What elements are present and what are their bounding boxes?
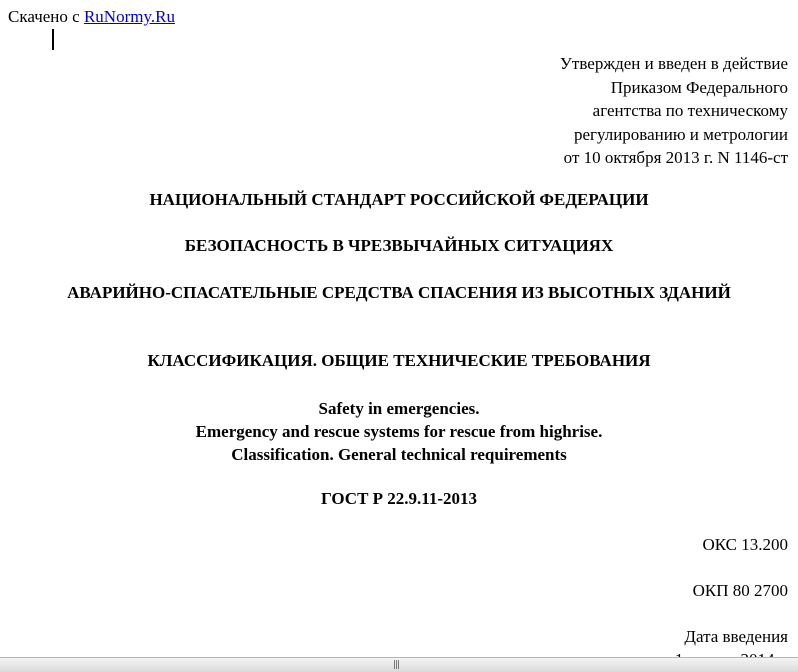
approval-line: агентства по техническому: [592, 101, 788, 120]
english-title-line: Safety in emergencies.: [318, 399, 480, 418]
status-bar: [0, 657, 798, 672]
okp-code: ОКП 80 2700: [692, 581, 788, 600]
means-heading: АВАРИЙНО-СПАСАТЕЛЬНЫЕ СРЕДСТВА СПАСЕНИЯ ИЗ ВЫСОТНЫХ ЗДАНИЙ: [67, 283, 731, 302]
source-link[interactable]: RuNormy.Ru: [83, 7, 175, 26]
safety-heading: БЕЗОПАСНОСТЬ В ЧРЕЗВЫЧАЙНЫХ СИТУАЦИЯХ: [184, 236, 614, 255]
gost-number: ГОСТ Р 22.9.11-2013: [320, 489, 478, 508]
approval-line: Приказом Федерального: [610, 77, 788, 97]
intro-date-label: Дата введения: [684, 627, 788, 646]
national-standard-heading: НАЦИОНАЛЬНЫЙ СТАНДАРТ РОССИЙСКОЙ ФЕДЕРАЦИИ: [149, 190, 649, 209]
approval-line: Утвержден и введен в действие: [559, 54, 788, 73]
text-cursor: [52, 29, 54, 50]
classification-heading: КЛАССИФИКАЦИЯ. ОБЩИЕ ТЕХНИЧЕСКИЕ ТРЕБОВАНИЯ: [147, 351, 651, 370]
approval-line: регулированию и метрологии: [573, 124, 788, 144]
grip-icon[interactable]: |||: [393, 660, 400, 670]
oks-code: ОКС 13.200: [702, 535, 788, 554]
english-title: [0, 397, 798, 466]
approval-block: [560, 52, 788, 170]
english-title-line: Emergency and rescue systems for rescue from highrise.: [195, 422, 603, 441]
english-title-line: Classification. General technical requirements: [231, 445, 567, 464]
source-line: [8, 7, 175, 27]
approval-line: от 10 октября 2013 г. N 1146-ст: [563, 148, 788, 167]
source-prefix: Скачено с: [8, 7, 80, 26]
